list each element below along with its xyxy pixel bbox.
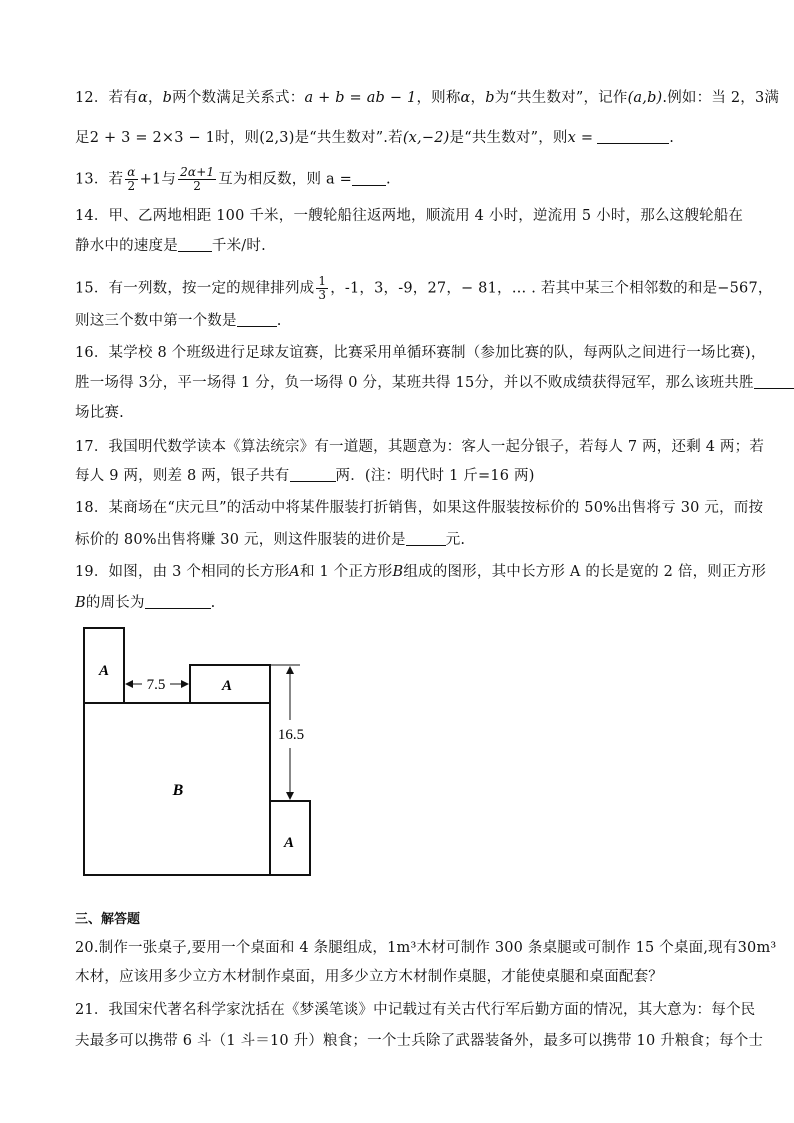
q19-line1: 19．如图，由 3 个相同的长方形A和 1 个正方形B组成的图形，其中长方形 A 的长是宽的 2 倍，则正方形 [75,564,767,580]
q17-line1: 17．我国明代数学读本《算法统宗》有一道题，其题意为：客人一起分银子，若每人 7 两，还剩 4 两；若 [75,439,765,455]
q15-line1: 15．有一列数，按一定的规律排列成 $\frac{1}{3}$ ，-1，3，-9，27，− 81，… . 若其中某三个相邻数的和是−567， [75,274,773,302]
q18-line2: 标价的 80%出售将赚 30 元，则这件服装的进价是 元. [75,532,466,548]
q14-line2: 静水中的速度是 千米/时. [75,238,266,254]
dim-gap-label: 7.5 [146,677,166,693]
q14-line1: 14．甲、乙两地相距 100 千米，一艘轮船往返两地，顺流用 4 小时，逆流用 5 小时，那么这艘轮船在 [75,208,744,224]
q18-line1: 18．某商场在“庆元旦”的活动中将某件服装打折销售，如果这件服装按标价的 50%出售将亏 30 元，而按 [75,500,764,516]
q12-line2: 足2 + 3 = 2×3 − 1时，则(2,3)是“共生数对”.若(x,−2)是“共生数对”，则x = . [75,130,674,146]
q13-line: 13．若 $\frac{\alpha}{2}$ +1与 $\frac{2\alpha+1}{2}$ 互为相反数，则 a = . [75,165,391,193]
q16-line1: 16．某学校 8 个班级进行足球友谊赛，比赛采用单循环赛制（参加比赛的队，每两队之间进行一场比赛)， [75,345,766,361]
label-a-top-left: A [98,663,110,679]
q20-line1: 20.制作一张桌子,要用一个桌面和 4 条腿组成，1m³木材可制作 300 条桌腿或可制作 15 个桌面,现有30m³ [75,940,777,956]
fraction: $\frac{\alpha}{2}$ [127,165,136,193]
fraction: $\frac{2\alpha+1}{2}$ [180,165,215,193]
q19-line2: B的周长为 . [75,595,216,611]
q12-line1: 12．若有α，b两个数满足关系式：a + b = ab − 1，则称α，b为“共生数对”，记作(a,b).例如：当 2，3满 [75,90,780,106]
q15-line2: 则这三个数中第一个数是 . [75,313,282,329]
section-title: 三、解答题 [75,912,141,927]
label-b: B [172,782,184,799]
fraction: $\frac{1}{3}$ [318,274,327,302]
q21-line2: 夫最多可以携带 6 斗（1 斗＝10 升）粮食；一个士兵除了武器装备外，最多可以携带 10 升粮食；每个士 [75,1033,764,1049]
label-a-bottom-right: A [283,835,295,851]
q16-line3: 场比赛. [75,405,124,421]
q12-relation: a + b = ab − 1 [304,90,417,106]
q20-line2: 木材，应该用多少立方木材制作桌面，用多少立方木材制作桌腿，才能使桌腿和桌面配套？ [75,969,663,985]
q21-line1: 21．我国宋代著名科学家沈括在《梦溪笔谈》中记载过有关古代行军后勤方面的情况，其大意为：每个民 [75,1002,756,1018]
label-a-top-middle: A [221,678,233,694]
dim-height-label: 16.5 [277,727,305,743]
q16-line2: 胜一场得 3分，平一场得 1 分，负一场得 0 分，某班共得 15分，并以不败成绩获得冠军，那么该班共胜 [75,373,794,393]
q17-line2: 每人 9 两，则差 8 两，银子共有 两．(注：明代时 1 斤=16 两) [75,468,535,484]
